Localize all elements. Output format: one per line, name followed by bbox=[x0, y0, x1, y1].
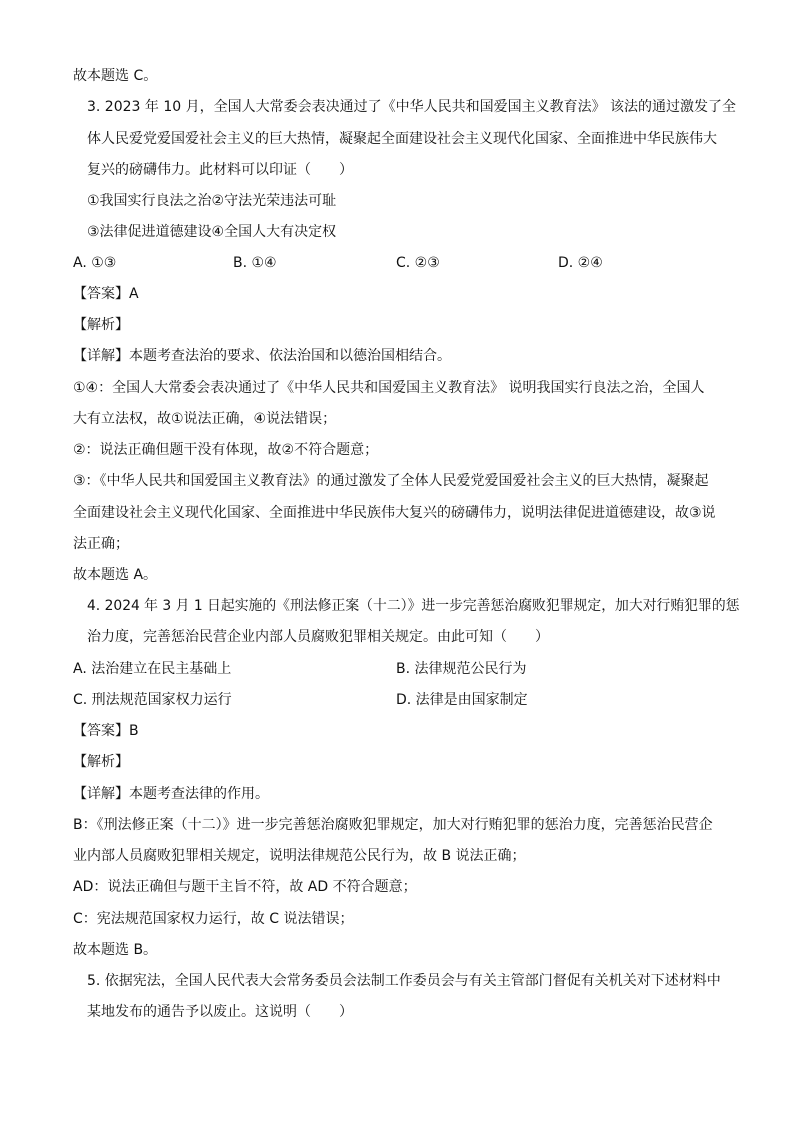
q3-detail-7: 法正确； bbox=[73, 536, 129, 552]
q3-statements-1: ①我国实行良法之治②守法光荣违法可耻 bbox=[87, 193, 337, 209]
q3-stem-line-2: 体人民爱党爱国爱社会主义的巨大热情，凝聚起全面建设社会主义现代化国家、全面推进中华民族伟大 bbox=[87, 131, 717, 147]
q3-statements-2: ③法律促进道德建设④全国人大有决定权 bbox=[87, 224, 337, 240]
q3-option-d: D. ②④ bbox=[558, 255, 603, 271]
q3-detail-2: ①④：全国人大常委会表决通过了《中华人民共和国爱国主义教育法》 说明我国实行良法之治，全国人 bbox=[73, 380, 705, 396]
q4-conclusion: 故本题选 B。 bbox=[73, 942, 158, 958]
q4-stem-line-2: 治力度，完善惩治民营企业内部人员腐败犯罪相关规定。由此可知（ ） bbox=[87, 629, 549, 645]
q4-answer: 【答案】B bbox=[73, 723, 139, 739]
q4-analysis-heading: 【解析】 bbox=[73, 754, 129, 770]
q3-detail-5: ③：《中华人民共和国爱国主义教育法》的通过激发了全体人民爱党爱国爱社会主义的巨大热情，凝聚起 bbox=[73, 473, 709, 489]
q3-detail-4: ②：说法正确但题干没有体现，故②不符合题意； bbox=[73, 442, 379, 458]
q4-detail-5: C：宪法规范国家权力运行，故 C 说法错误； bbox=[73, 911, 354, 927]
q3-detail-6: 全面建设社会主义现代化国家、全面推进中华民族伟大复兴的磅礴伟力，说明法律促进道德建设，故③说 bbox=[73, 505, 716, 521]
q4-detail-4: AD：说法正确但与题干主旨不符，故 AD 不符合题意； bbox=[73, 879, 417, 895]
q4-option-a: A. 法治建立在民主基础上 bbox=[73, 661, 232, 677]
q2-conclusion: 故本题选 C。 bbox=[73, 68, 158, 84]
q3-option-b: B. ①④ bbox=[233, 255, 277, 271]
q3-stem-line-1: 3. 2023 年 10 月，全国人大常委会表决通过了《中华人民共和国爱国主义教育法》 该法的通过激发了全 bbox=[87, 99, 737, 115]
q3-detail-3: 大有立法权，故①说法正确，④说法错误； bbox=[73, 411, 337, 427]
q4-option-b: B. 法律规范公民行为 bbox=[396, 661, 527, 677]
q4-detail-3: 业内部人员腐败犯罪相关规定，说明法律规范公民行为，故 B 说法正确； bbox=[73, 848, 526, 864]
q3-analysis-heading: 【解析】 bbox=[73, 317, 129, 333]
q4-detail-2: B：《刑法修正案（十二）》进一步完善惩治腐败犯罪规定，加大对行贿犯罪的惩治力度，完善惩治民营企 bbox=[73, 817, 713, 833]
q3-answer: 【答案】A bbox=[73, 286, 139, 302]
q4-detail-1: 【详解】本题考查法律的作用。 bbox=[73, 786, 269, 802]
q5-stem-line-1: 5. 依据宪法，全国人民代表大会常务委员会法制工作委员会与有关主管部门督促有关机关对下述材料中 bbox=[87, 973, 721, 989]
q5-stem-line-2: 某地发布的通告予以废止。这说明（ ） bbox=[87, 1004, 353, 1020]
q3-conclusion: 故本题选 A。 bbox=[73, 567, 158, 583]
q3-option-c: C. ②③ bbox=[396, 255, 440, 271]
q3-option-a: A. ①③ bbox=[73, 255, 117, 271]
q4-option-d: D. 法律是由国家制定 bbox=[396, 692, 528, 708]
q3-stem-line-3: 复兴的磅礴伟力。此材料可以印证（ ） bbox=[87, 162, 353, 178]
q4-stem-line-1: 4. 2024 年 3 月 1 日起实施的《刑法修正案（十二）》进一步完善惩治腐败犯罪规定，加大对行贿犯罪的惩 bbox=[87, 598, 740, 614]
q3-detail-1: 【详解】本题考查法治的要求、依法治国和以德治国相结合。 bbox=[73, 348, 451, 364]
q4-option-c: C. 刑法规范国家权力运行 bbox=[73, 692, 232, 708]
